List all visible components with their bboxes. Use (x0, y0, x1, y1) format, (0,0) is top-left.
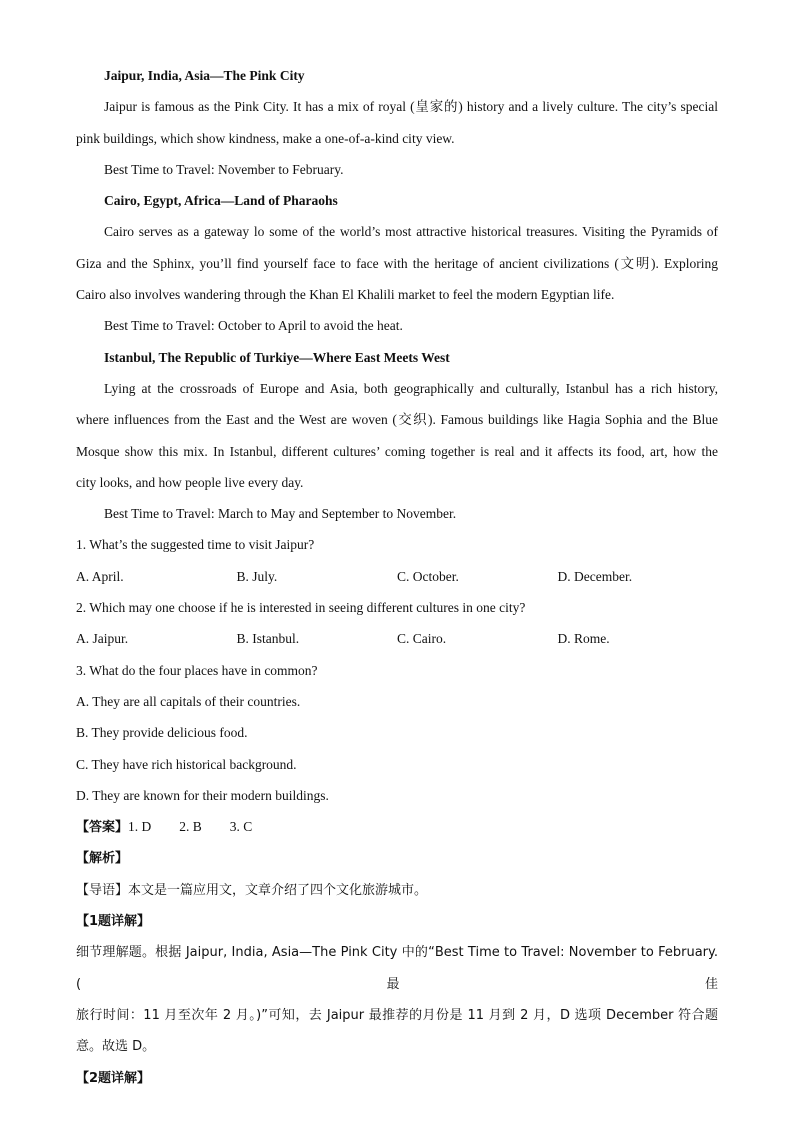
jaipur-best-time: Best Time to Travel: November to February. (104, 161, 344, 177)
question-3-stem: 3. What do the four places have in common? (76, 662, 318, 678)
question-1-option-a: A. April. (76, 568, 124, 584)
question-1-options (76, 561, 718, 592)
answer-3: 3. C (229, 819, 253, 835)
question-2-option-c: C. Cairo. (397, 631, 447, 647)
question-1-option-b: B. July. (236, 568, 278, 584)
answer-label: 【答案】 (76, 820, 129, 836)
question-1-stem: 1. What’s the suggested time to visit Jaipur? (76, 537, 315, 553)
question-3-option-a: A. They are all capitals of their countries. (76, 693, 301, 709)
answer-row (76, 811, 718, 843)
analysis-q2-label: 【2题详解】 (76, 1070, 151, 1086)
question-3-option-b: B. They provide delicious food. (76, 725, 248, 741)
question-1-option-d: D. December. (557, 568, 633, 584)
istanbul-paragraph-line-4: city looks, and how people live every day. (76, 474, 304, 490)
analysis-intro: 【导语】本文是一篇应用文，文章介绍了四个文化旅游城市。 (76, 882, 428, 898)
question-3-option-c: C. They have rich historical background. (76, 756, 297, 772)
istanbul-best-time: Best Time to Travel: March to May and September to November. (104, 506, 457, 522)
cairo-paragraph-line-3: Cairo also involves wandering through the Khan El Khalili market to feel the modern Egyptian life. (76, 287, 615, 303)
question-2-option-b: B. Istanbul. (236, 631, 300, 647)
jaipur-paragraph-line-1: Jaipur is famous as the Pink City. It has a mix of royal (皇家的) history and a lively culture. The city’s special (104, 99, 718, 115)
cairo-heading: Cairo, Egypt, Africa—Land of Pharaohs (104, 193, 338, 209)
answer-1: 1. D (128, 819, 152, 835)
analysis-q1-line-3: 意。故选 D。 (76, 1039, 156, 1055)
jaipur-paragraph-line-2: pink buildings, which show kindness, make a one-of-a-kind city view. (76, 130, 455, 146)
analysis-q1-line-1: 细节理解题。根据 Jaipur, India, Asia—The Pink City 中的“Best Time to Travel: November to February.(最佳 (76, 945, 718, 992)
jaipur-heading: Jaipur, India, Asia—The Pink City (104, 68, 305, 83)
cairo-paragraph-line-1: Cairo serves as a gateway lo some of the world’s most attractive historical treasures. Visiting the Pyramids of (104, 224, 718, 240)
cairo-paragraph-line-2: Giza and the Sphinx, you’ll find yourself face to face with the heritage of ancient civilizations (文明). Exploring (76, 255, 718, 271)
cairo-best-time: Best Time to Travel: October to April to avoid the heat. (104, 318, 403, 334)
istanbul-heading: Istanbul, The Republic of Turkiye—Where East Meets West (104, 349, 450, 365)
istanbul-paragraph-line-1: Lying at the crossroads of Europe and Asia, both geographically and culturally, Istanbul has a rich history, (104, 380, 718, 396)
istanbul-paragraph-line-2: where influences from the East and the West are woven (交织). Famous buildings like Hagia Sophia and the Blue (76, 412, 718, 428)
answer-2: 2. B (179, 819, 202, 835)
analysis-q1-label: 【1题详解】 (76, 914, 151, 930)
analysis-label: 【解析】 (76, 851, 129, 867)
question-2-stem: 2. Which may one choose if he is interested in seeing different cultures in one city? (76, 600, 526, 616)
istanbul-paragraph-line-3: Mosque show this mix. In Istanbul, different cultures’ coming together is real and it affects its food, art, how the (76, 443, 718, 459)
analysis-q1-line-2: 旅行时间：11 月至次年 2 月。)”可知，去 Jaipur 最推荐的月份是 11 月到 2 月，D 选项 December 符合题 (76, 1007, 718, 1023)
question-2-option-d: D. Rome. (557, 631, 610, 647)
question-2-options (76, 623, 718, 654)
question-1-option-c: C. October. (397, 568, 459, 584)
question-3-option-d: D. They are known for their modern buildings. (76, 787, 329, 803)
question-2-option-a: A. Jaipur. (76, 631, 129, 647)
